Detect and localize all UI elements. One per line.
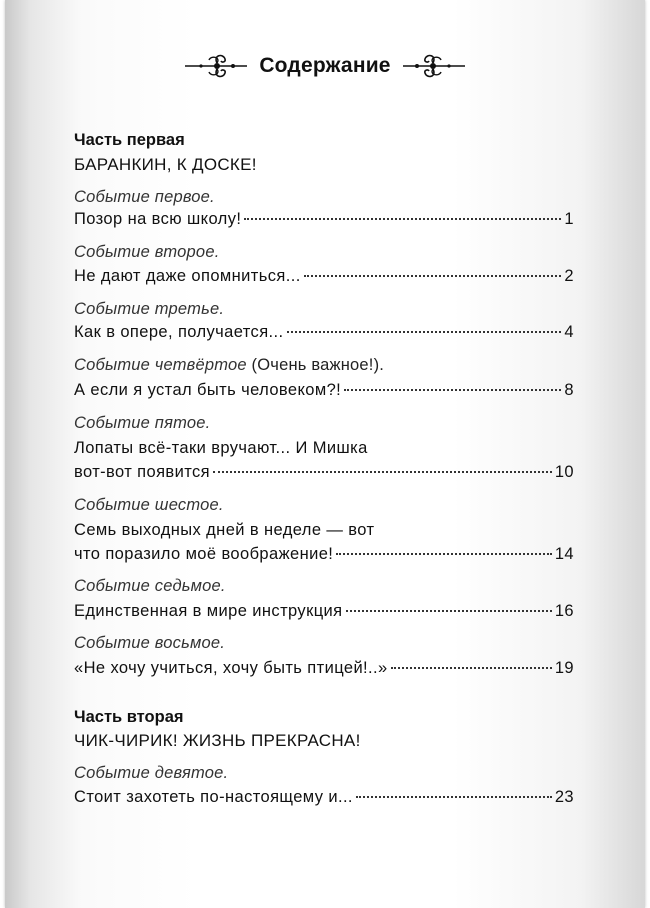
entry-text: А если я устал быть человеком?! <box>74 381 342 399</box>
left-ornament-icon <box>183 51 249 81</box>
leader-dots <box>391 667 552 669</box>
entry-text: Стоит захотеть по-настоящему и... <box>74 788 353 806</box>
event6-label: Событие шестое. <box>74 496 224 514</box>
page-number: 14 <box>554 545 574 563</box>
part1-heading: Часть первая <box>74 131 185 149</box>
page-number: 4 <box>564 323 574 341</box>
leader-dots <box>356 796 552 798</box>
toc-entry-1[interactable] <box>74 210 574 232</box>
event1-label: Событие первое. <box>74 188 215 206</box>
toc-entry-9[interactable] <box>74 788 574 810</box>
toc-entry-7[interactable] <box>74 602 574 624</box>
page-number: 2 <box>564 267 574 285</box>
event3-label: Событие третье. <box>74 300 225 318</box>
page-number: 16 <box>554 602 574 620</box>
toc-header <box>71 46 579 86</box>
right-ornament-icon <box>401 51 467 81</box>
toc-entry-5-line1: Лопаты всё-таки вручают... И Мишка <box>74 439 368 457</box>
page-number: 10 <box>554 463 574 481</box>
entry-text: Единственная в мире инструкция <box>74 602 343 620</box>
leader-dots <box>287 331 562 333</box>
page-number: 19 <box>554 659 574 677</box>
toc-entry-6-line1: Семь выходных дней в неделе — вот <box>74 521 375 539</box>
event9-label: Событие девятое. <box>74 764 229 782</box>
event4-label-text: Событие четвёртое <box>74 356 247 374</box>
entry-text: вот-вот появится <box>74 463 210 481</box>
entry-text: Как в опере, получается... <box>74 323 284 341</box>
toc-entry-6[interactable] <box>74 545 574 567</box>
event2-label: Событие второе. <box>74 243 220 261</box>
page-number: 1 <box>564 210 574 228</box>
event8-label: Событие восьмое. <box>74 634 225 652</box>
part2-title: ЧИК-ЧИРИК! ЖИЗНЬ ПРЕКРАСНА! <box>74 731 361 750</box>
event7-label: Событие седьмое. <box>74 577 226 595</box>
entry-text: Позор на всю школу! <box>74 210 242 228</box>
leader-dots <box>304 275 561 277</box>
leader-dots <box>244 218 561 220</box>
event4-label <box>74 356 384 375</box>
entry-text: «Не хочу учиться, хочу быть птицей!..» <box>74 659 388 677</box>
part1-title: БАРАНКИН, К ДОСКЕ! <box>74 155 257 174</box>
event4-note: (Очень важное!). <box>246 356 385 374</box>
toc-entry-4[interactable] <box>74 381 574 403</box>
toc-entry-2[interactable] <box>74 267 574 289</box>
toc-entry-5[interactable] <box>74 463 574 485</box>
event5-label: Событие пятое. <box>74 414 211 432</box>
page-number: 23 <box>554 788 574 806</box>
leader-dots <box>213 471 552 473</box>
toc-entry-8[interactable] <box>74 659 574 681</box>
leader-dots <box>346 610 552 612</box>
page-number: 8 <box>564 381 574 399</box>
part2-heading: Часть вторая <box>74 708 184 726</box>
toc-title: Содержание <box>259 54 391 77</box>
entry-text: что поразило моё воображение! <box>74 545 334 563</box>
entry-text: Не дают даже опомниться... <box>74 267 301 285</box>
leader-dots <box>344 389 561 391</box>
leader-dots <box>336 553 552 555</box>
toc-entry-3[interactable] <box>74 323 574 345</box>
book-page <box>5 0 645 908</box>
